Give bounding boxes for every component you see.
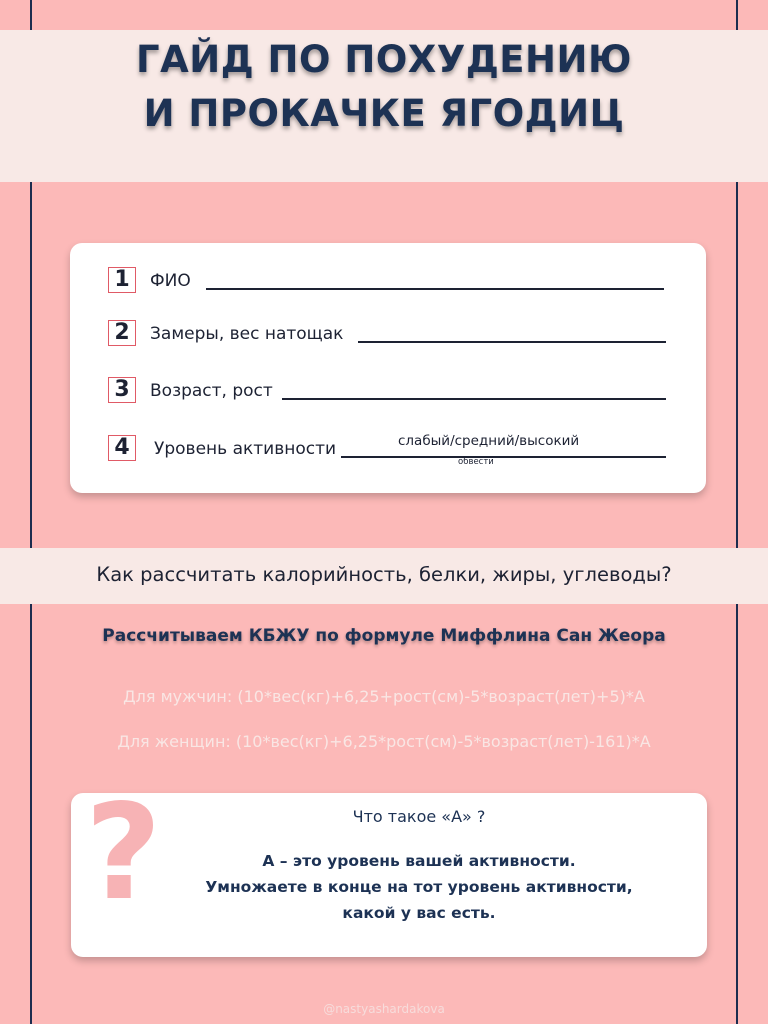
measurements-input-line[interactable]	[358, 341, 666, 343]
row-label: ФИО	[150, 271, 191, 291]
formula-women: Для женщин: (10*вес(кг)+6,25*рост(см)-5*возраст(лет)-161)*А	[117, 732, 651, 751]
info-line-2: Умножаете в конце на тот уровень активности,	[205, 878, 633, 896]
row-number: 3	[108, 377, 136, 403]
question-text: Как рассчитать калорийность, белки, жиры, углеводы?	[96, 563, 672, 586]
title-line-2: И ПРОКАЧКЕ ЯГОДИЦ	[143, 92, 625, 135]
row-label: Возраст, рост	[150, 381, 273, 401]
form-card	[70, 243, 706, 493]
form-row-activity	[108, 435, 668, 465]
info-title: Что такое «А» ?	[352, 807, 486, 826]
age-height-input-line[interactable]	[282, 398, 666, 400]
activity-note: обвести	[458, 457, 494, 467]
question-mark-icon: ?	[85, 776, 162, 930]
author-handle: @nastyashardakova	[323, 1002, 445, 1016]
name-input-line[interactable]	[206, 288, 664, 290]
activity-options[interactable]: слабый/средний/высокий	[398, 433, 580, 449]
formula-title: Рассчитываем КБЖУ по формуле Миффлина Сан Жеора	[102, 626, 666, 646]
row-number: 4	[108, 435, 136, 461]
row-number: 1	[108, 267, 136, 293]
form-row-age-height	[108, 377, 668, 407]
info-line-1: А – это уровень вашей активности.	[262, 852, 576, 870]
info-line-3: какой у вас есть.	[342, 904, 496, 922]
info-body	[71, 848, 707, 926]
title-line-1: ГАЙД ПО ПОХУДЕНИЮ	[136, 38, 632, 81]
formula-men: Для мужчин: (10*вес(кг)+6,25+рост(см)-5*возраст(лет)+5)*А	[123, 687, 645, 706]
activity-input-line	[341, 456, 666, 458]
form-row-measurements	[108, 320, 668, 350]
page-title	[0, 33, 768, 141]
row-label: Замеры, вес натощак	[150, 324, 344, 344]
row-label: Уровень активности	[154, 439, 337, 459]
row-number: 2	[108, 320, 136, 346]
form-row-name	[108, 267, 668, 297]
info-card	[71, 776, 707, 957]
